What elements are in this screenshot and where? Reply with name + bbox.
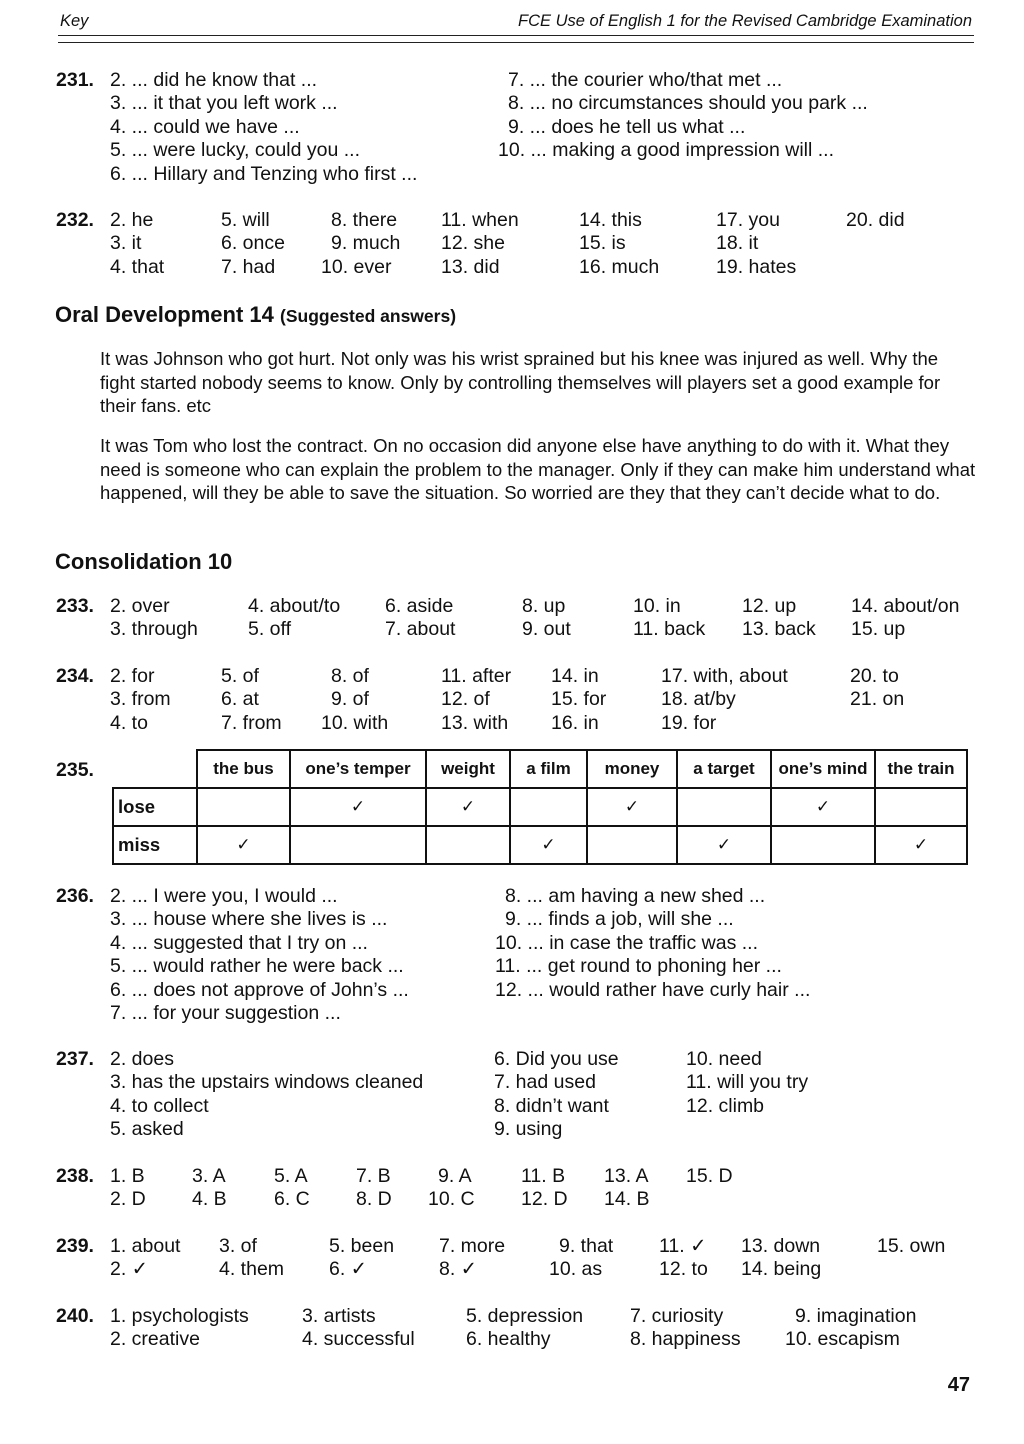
answer-237-2: 2. does — [110, 1048, 174, 1070]
answer-232-7: 7. had — [221, 256, 276, 278]
answer-234-7: 7. from — [221, 712, 282, 734]
answer-237-6: 6. Did you use — [494, 1048, 619, 1070]
answer-236-9: 9. ... finds a job, will she ... — [505, 908, 734, 930]
table-cell — [875, 788, 967, 826]
answer-239-5: 5. been — [329, 1235, 395, 1257]
answer-238-14: 14. B — [604, 1188, 650, 1210]
oral-paragraph-1: It was Johnson who got hurt. Not only was his wrist sprained but his knee was injured as well. Why the fight started nobody seems to know. Only by controlling themselves will players set a good example for their fans. etc — [100, 348, 941, 416]
answer-234-9: 9. of — [331, 688, 369, 710]
answer-232-5: 5. will — [221, 209, 270, 231]
table-cell: ✓ — [197, 826, 290, 864]
answer-233-13: 13. back — [742, 618, 816, 640]
table-row-label: lose — [113, 788, 197, 826]
exercise-number-234: 234. — [56, 665, 94, 687]
answer-240-4: 4. successful — [302, 1328, 415, 1350]
table-cell — [677, 788, 771, 826]
answer-232-15: 15. is — [579, 232, 626, 254]
table-row — [113, 788, 967, 826]
answer-234-6: 6. at — [221, 688, 259, 710]
table-cell: ✓ — [587, 788, 677, 826]
answer-232-16: 16. much — [579, 256, 660, 278]
exercise-number-235: 235. — [56, 759, 94, 781]
answer-234-5: 5. of — [221, 665, 259, 687]
answer-238-6: 6. C — [274, 1188, 310, 1210]
answer-239-4: 4. them — [219, 1258, 285, 1280]
answer-239-9: 9. that — [559, 1235, 614, 1257]
answer-233-3: 3. through — [110, 618, 198, 640]
answer-233-10: 10. in — [633, 595, 681, 617]
table-cell — [197, 788, 290, 826]
answer-233-6: 6. aside — [385, 595, 454, 617]
answer-238-10: 10. C — [428, 1188, 475, 1210]
answer-237-5: 5. asked — [110, 1118, 184, 1140]
answer-237-8: 8. didn’t want — [494, 1095, 609, 1117]
table-cell: ✓ — [290, 788, 426, 826]
answer-234-14: 14. in — [551, 665, 599, 687]
answer-238-7: 7. B — [356, 1165, 391, 1187]
oral-paragraph-2: It was Tom who lost the contract. On no occasion did anyone else have anything to do with it. What they need is someone who can explain the problem to the manager. Only if they can make him understand what happened, will they be able to save the situation. So worried are they that they can’t decide what to do. — [100, 435, 976, 503]
answer-239-2: 2. ✓ — [110, 1258, 149, 1280]
header-rule-bottom — [58, 42, 974, 43]
answer-232-14: 14. this — [579, 209, 642, 231]
table-row — [113, 826, 967, 864]
answer-232-9: 9. much — [331, 232, 401, 254]
answer-237-10: 10. need — [686, 1048, 762, 1070]
answer-233-15: 15. up — [851, 618, 906, 640]
answer-232-10: 10. ever — [321, 256, 392, 278]
answer-233-8: 8. up — [522, 595, 566, 617]
answer-232-6: 6. once — [221, 232, 285, 254]
table-cell — [587, 826, 677, 864]
section-heading-consolidation: Consolidation 10 — [55, 549, 233, 574]
answer-236-2: 2. ... I were you, I would ... — [110, 885, 338, 907]
answer-232-18: 18. it — [716, 232, 759, 254]
table-header: weight — [426, 750, 510, 788]
answer-231-2: 2. ... did he know that ... — [110, 69, 318, 91]
table-header: one’s mind — [771, 750, 875, 788]
answer-236-3: 3. ... house where she lives is ... — [110, 908, 388, 930]
table-corner — [113, 750, 197, 788]
answer-240-7: 7. curiosity — [630, 1305, 724, 1327]
answer-238-3: 3. A — [192, 1165, 226, 1187]
answer-239-12: 12. to — [659, 1258, 708, 1280]
answer-240-2: 2. creative — [110, 1328, 200, 1350]
answer-232-8: 8. there — [331, 209, 398, 231]
answer-238-4: 4. B — [192, 1188, 227, 1210]
answer-237-12: 12. climb — [686, 1095, 765, 1117]
answer-240-3: 3. artists — [302, 1305, 376, 1327]
answer-231-9: 9. ... does he tell us what ... — [508, 116, 746, 138]
answer-232-19: 19. hates — [716, 256, 797, 278]
table-row-label: miss — [113, 826, 197, 864]
answer-238-9: 9. A — [438, 1165, 472, 1187]
table-cell — [426, 826, 510, 864]
table-cell — [290, 826, 426, 864]
page-number: 47 — [947, 1374, 970, 1396]
answer-233-4: 4. about/to — [248, 595, 341, 617]
answer-239-6: 6. ✓ — [329, 1258, 368, 1280]
answer-233-14: 14. about/on — [851, 595, 960, 617]
answer-240-1: 1. psychologists — [110, 1305, 249, 1327]
answer-234-16: 16. in — [551, 712, 599, 734]
table-header: money — [587, 750, 677, 788]
answer-234-20: 20. to — [850, 665, 899, 687]
answer-234-4: 4. to — [110, 712, 148, 734]
table-cell — [771, 826, 875, 864]
answer-232-4: 4. that — [110, 256, 165, 278]
answer-237-7: 7. had used — [494, 1071, 596, 1093]
answer-234-13: 13. with — [441, 712, 509, 734]
section-heading-oral-development: Oral Development 14 (Suggested answers) — [55, 302, 457, 327]
answer-240-5: 5. depression — [466, 1305, 584, 1327]
exercise-number-232: 232. — [56, 209, 94, 231]
answer-239-10: 10. as — [549, 1258, 603, 1280]
answer-239-14: 14. being — [741, 1258, 822, 1280]
table-cell: ✓ — [426, 788, 510, 826]
answer-231-7: 7. ... the courier who/that met ... — [508, 69, 783, 91]
answer-232-11: 11. when — [441, 209, 519, 231]
answer-239-15: 15. own — [877, 1235, 946, 1257]
answer-238-11: 11. B — [521, 1165, 566, 1187]
answer-234-21: 21. on — [850, 688, 905, 710]
answer-239-13: 13. down — [741, 1235, 821, 1257]
answer-239-11: 11. ✓ — [659, 1235, 707, 1257]
answer-239-1: 1. about — [110, 1235, 181, 1257]
table-cell: ✓ — [677, 826, 771, 864]
answer-231-5: 5. ... were lucky, could you ... — [110, 139, 360, 161]
answer-233-11: 11. back — [633, 618, 706, 640]
header-book-title: FCE Use of English 1 for the Revised Cambridge Examination — [518, 12, 972, 30]
answer-236-10: 10. ... in case the traffic was ... — [495, 932, 759, 954]
answer-233-5: 5. off — [248, 618, 292, 640]
collocation-table — [112, 749, 968, 865]
answer-234-10: 10. with — [321, 712, 389, 734]
answer-232-17: 17. you — [716, 209, 780, 231]
answer-237-4: 4. to collect — [110, 1095, 209, 1117]
table-cell: ✓ — [510, 826, 587, 864]
answer-239-3: 3. of — [219, 1235, 257, 1257]
answer-238-8: 8. D — [356, 1188, 392, 1210]
answer-237-9: 9. using — [494, 1118, 563, 1140]
answer-232-12: 12. she — [441, 232, 505, 254]
table-cell: ✓ — [771, 788, 875, 826]
answer-232-2: 2. he — [110, 209, 154, 231]
exercise-number-237: 237. — [56, 1048, 94, 1070]
answer-234-11: 11. after — [441, 665, 512, 687]
answer-238-12: 12. D — [521, 1188, 568, 1210]
answer-232-13: 13. did — [441, 256, 500, 278]
table-header-row — [113, 750, 967, 788]
table-header: one’s temper — [290, 750, 426, 788]
answer-240-9: 9. imagination — [795, 1305, 917, 1327]
answer-236-6: 6. ... does not approve of John’s ... — [110, 979, 409, 1001]
answer-232-20: 20. did — [846, 209, 905, 231]
answer-240-10: 10. escapism — [785, 1328, 900, 1350]
answer-233-2: 2. over — [110, 595, 170, 617]
answer-234-2: 2. for — [110, 665, 155, 687]
answer-234-8: 8. of — [331, 665, 369, 687]
table-header: the train — [875, 750, 967, 788]
exercise-number-239: 239. — [56, 1235, 94, 1257]
exercise-number-236: 236. — [56, 885, 94, 907]
section-subheading: (Suggested answers) — [280, 306, 457, 326]
answer-234-18: 18. at/by — [661, 688, 736, 710]
answer-236-8: 8. ... am having a new shed ... — [505, 885, 766, 907]
answer-236-4: 4. ... suggested that I try on ... — [110, 932, 368, 954]
exercise-number-240: 240. — [56, 1305, 94, 1327]
answer-234-17: 17. with, about — [661, 665, 788, 687]
answer-238-1: 1. B — [110, 1165, 145, 1187]
answer-233-12: 12. up — [742, 595, 797, 617]
table-header: a film — [510, 750, 587, 788]
answer-233-7: 7. about — [385, 618, 456, 640]
answer-238-2: 2. D — [110, 1188, 146, 1210]
exercise-number-231: 231. — [56, 69, 94, 91]
exercise-number-233: 233. — [56, 595, 94, 617]
answer-240-6: 6. healthy — [466, 1328, 551, 1350]
exercise-number-238: 238. — [56, 1165, 94, 1187]
table-cell: ✓ — [875, 826, 967, 864]
answer-238-13: 13. A — [604, 1165, 649, 1187]
answer-234-19: 19. for — [661, 712, 717, 734]
table-header: the bus — [197, 750, 290, 788]
answer-238-15: 15. D — [686, 1165, 733, 1187]
header-rule-top — [58, 35, 974, 36]
answer-231-4: 4. ... could we have ... — [110, 116, 300, 138]
answer-231-6: 6. ... Hillary and Tenzing who first ... — [110, 163, 418, 185]
answer-236-7: 7. ... for your suggestion ... — [110, 1002, 341, 1024]
answer-231-10: 10. ... making a good impression will ... — [498, 139, 834, 161]
answer-236-5: 5. ... would rather he were back ... — [110, 955, 404, 977]
answer-237-11: 11. will you try — [686, 1071, 809, 1093]
answer-239-7: 7. more — [439, 1235, 506, 1257]
answer-238-5: 5. A — [274, 1165, 308, 1187]
answer-239-8: 8. ✓ — [439, 1258, 478, 1280]
answer-231-3: 3. ... it that you left work ... — [110, 92, 338, 114]
answer-236-11: 11. ... get round to phoning her ... — [495, 955, 782, 977]
table-cell — [510, 788, 587, 826]
table-header: a target — [677, 750, 771, 788]
answer-234-12: 12. of — [441, 688, 490, 710]
answer-232-3: 3. it — [110, 232, 142, 254]
answer-231-8: 8. ... no circumstances should you park ... — [508, 92, 868, 114]
answer-233-9: 9. out — [522, 618, 571, 640]
answer-234-15: 15. for — [551, 688, 607, 710]
answer-236-12: 12. ... would rather have curly hair ... — [495, 979, 811, 1001]
answer-237-3: 3. has the upstairs windows cleaned — [110, 1071, 424, 1093]
header-section-label: Key — [60, 12, 89, 30]
answer-234-3: 3. from — [110, 688, 171, 710]
answer-240-8: 8. happiness — [630, 1328, 741, 1350]
